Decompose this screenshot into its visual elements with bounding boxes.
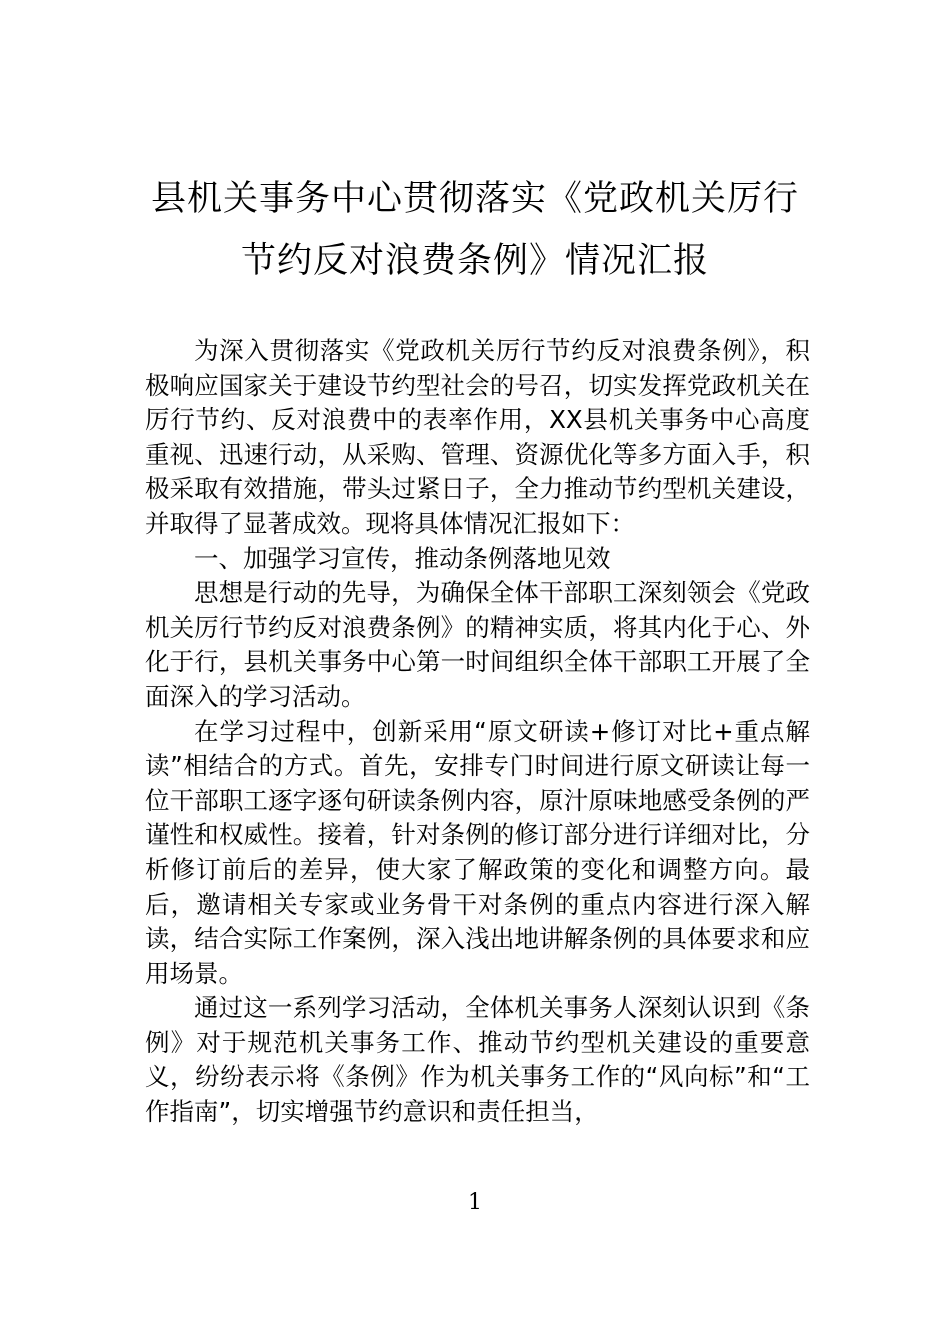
intro-paragraph: 为深入贯彻落实《党政机关厉行节约反对浪费条例》，积极响应国家关于建设节约型社会的号召，切实发挥党政机关在厉行节约、反对浪费中的表率作用，XX县机关事务中心高度重视、迅速行动，从采购、管理、资源优化等多方面入手，积极采取有效措施，带头过紧日子，全力推动节约型机关建设，并取得了显著成效。现将具体情况汇报如下：: [145, 336, 810, 538]
document-body: [145, 334, 810, 1130]
title-line-2: 节约反对浪费条例》情况汇报: [240, 241, 709, 281]
body-paragraph: 思想是行动的先导，为确保全体干部职工深刻领会《党政机关厉行节约反对浪费条例》的精神实质，将其内化于心、外化于行，县机关事务中心第一时间组织全体干部职工开展了全面深入的学习活动。: [145, 578, 810, 711]
body-paragraph: 通过这一系列学习活动，全体机关事务人深刻认识到《条例》对于规范机关事务工作、推动节约型机关建设的重要意义，纷纷表示将《条例》作为机关事务工作的“风向标”和“工作指南”，切实增强节约意识和责任担当，: [145, 993, 810, 1127]
section-heading-1: 一、加强学习宣传，推动条例落地见效: [194, 543, 611, 573]
title-line-1: 县机关事务中心贯彻落实《党政机关厉行: [150, 179, 799, 219]
page-number: 1: [468, 1190, 482, 1215]
document-title: [140, 168, 810, 292]
body-paragraph: 在学习过程中，创新采用“原文研读+修订对比+重点解读”相结合的方式。首先，安排专门时间进行原文研读让每一位干部职工逐字逐句研读条例内容，原汁原味地感受条例的严谨性和权威性。接着，针对条例的修订部分进行详细对比，分析修订前后的差异，使大家了解政策的变化和调整方向。最后，邀请相关专家或业务骨干对条例的重点内容进行深入解读，结合实际工作案例，深入浅出地讲解条例的具体要求和应用场景。: [145, 716, 810, 988]
